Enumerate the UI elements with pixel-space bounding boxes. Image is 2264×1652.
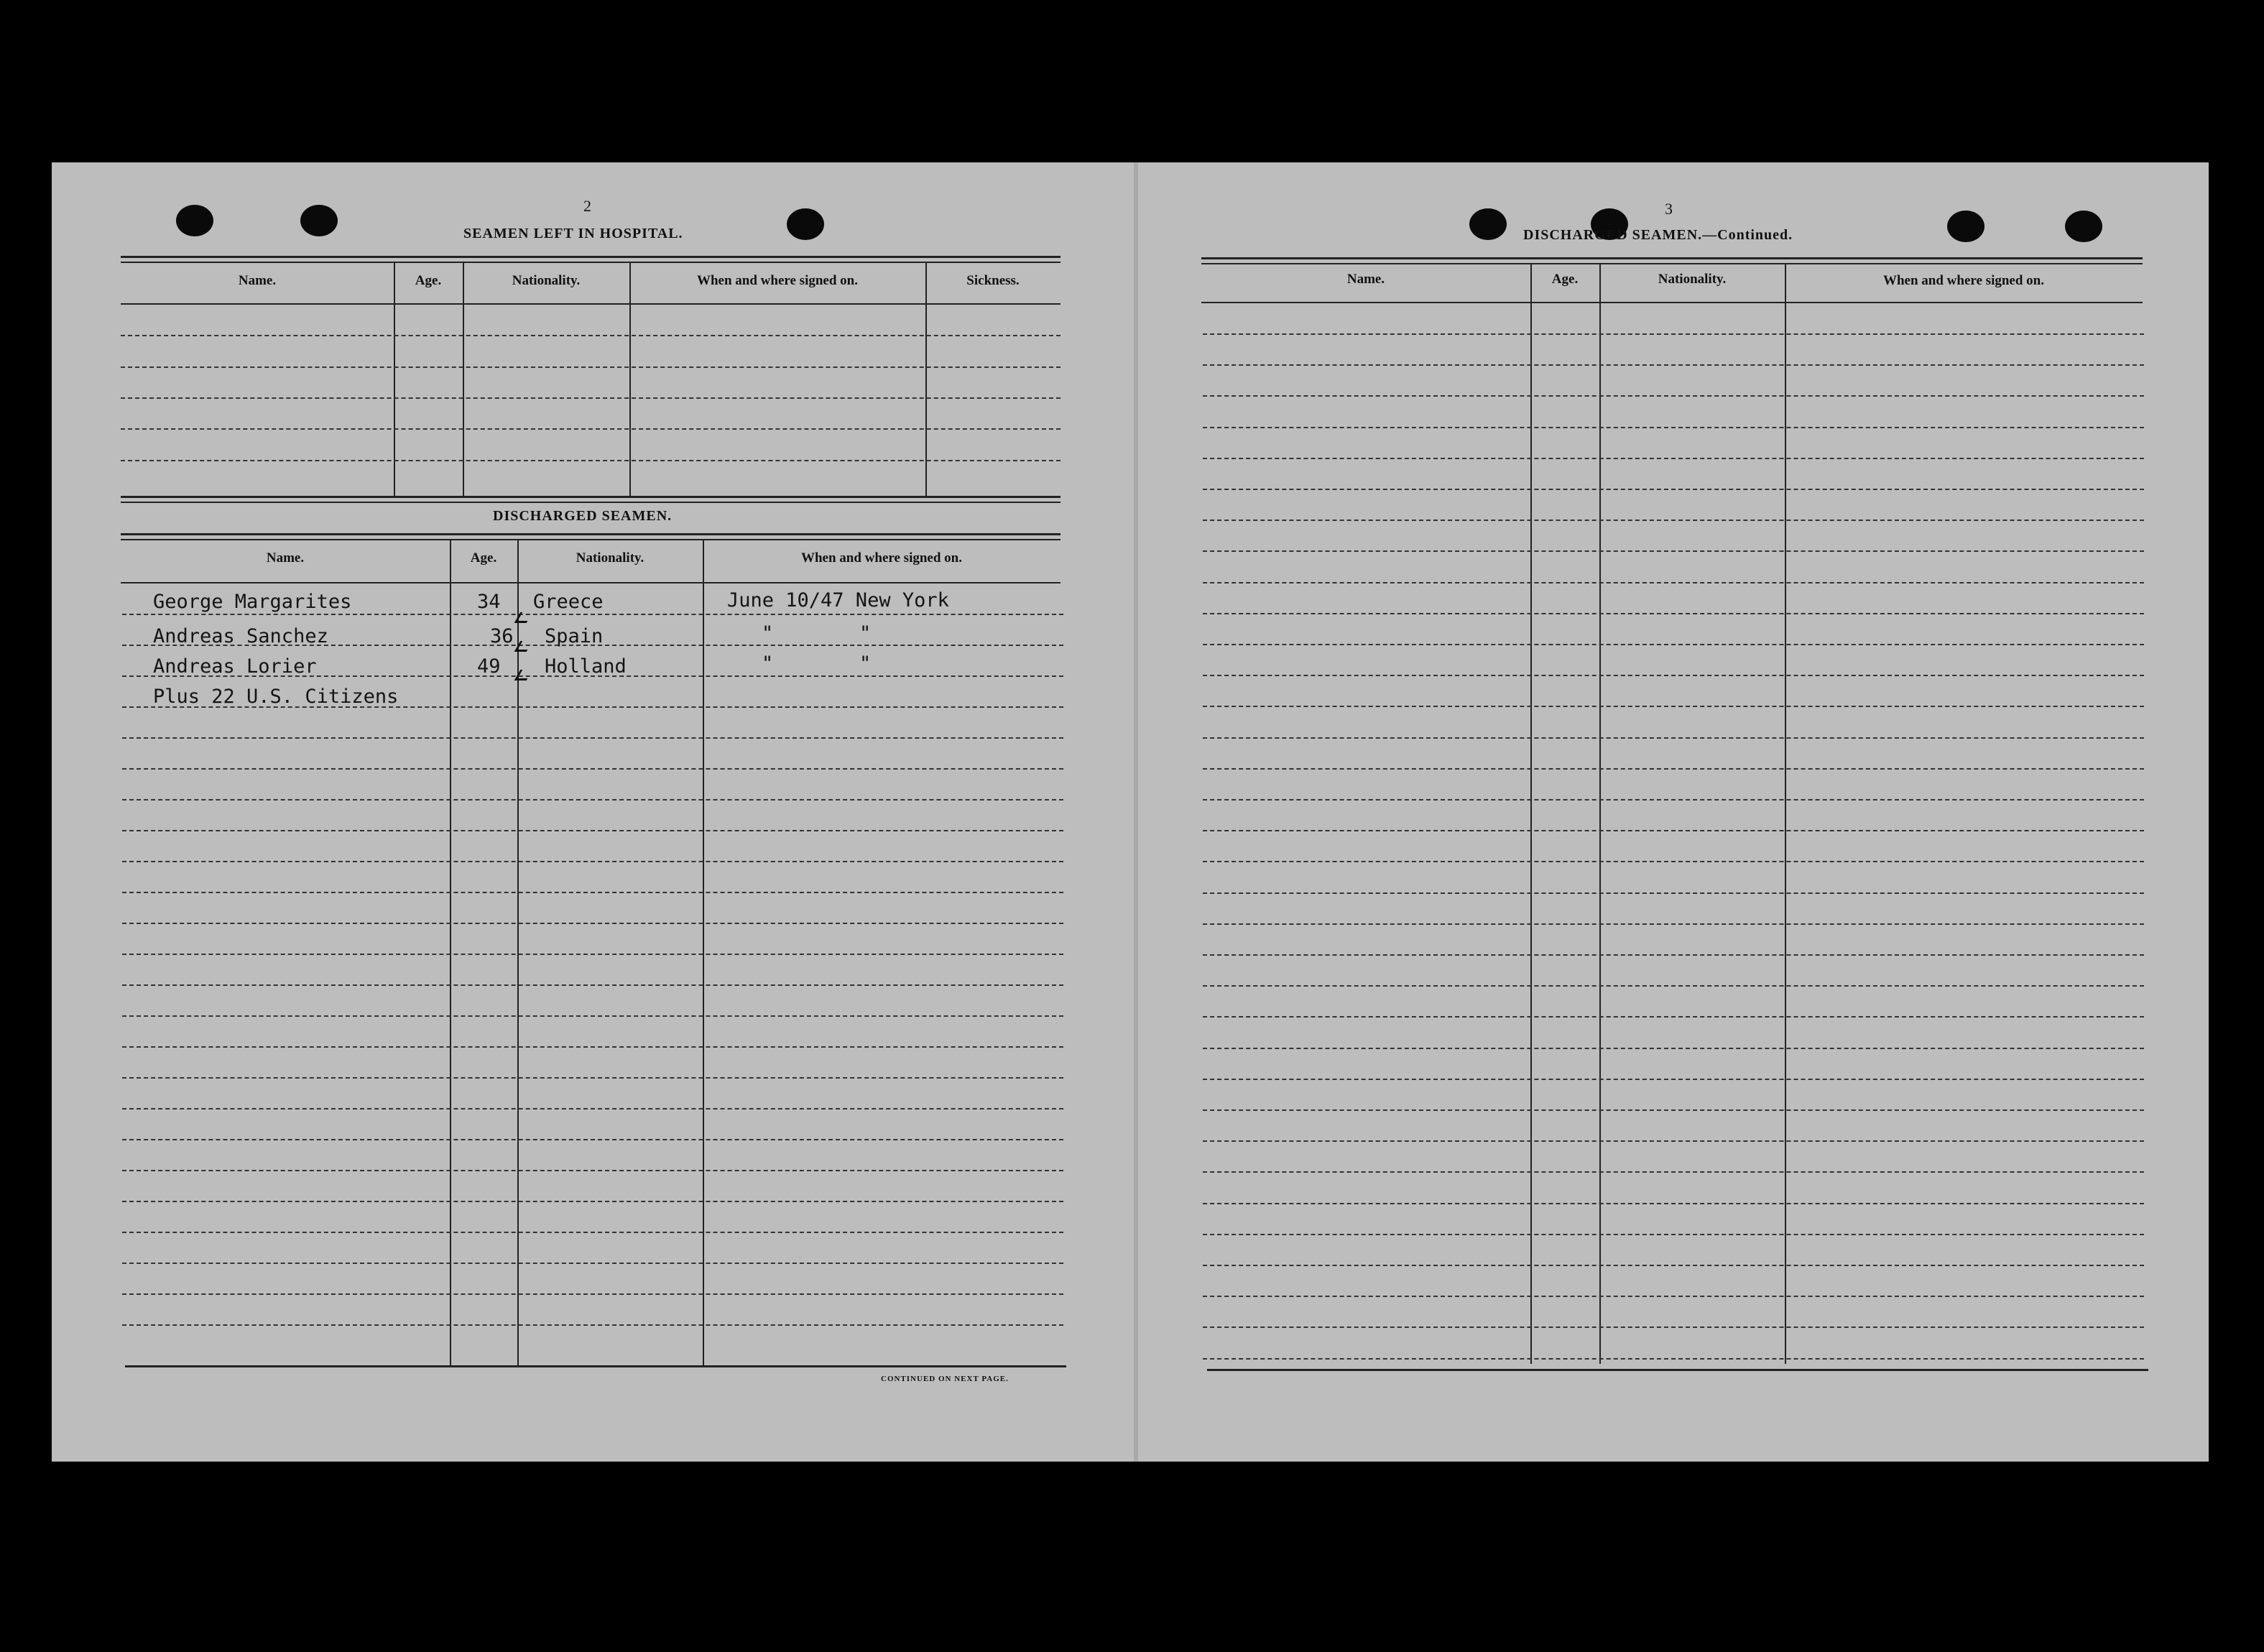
entry-age: 49 xyxy=(477,655,501,678)
column-divider xyxy=(1785,263,1786,1364)
entry-name: Andreas Lorier xyxy=(153,655,317,678)
entry-line xyxy=(1203,861,2144,862)
table-top-rule xyxy=(121,533,1061,535)
col-header-sickness: Sickness. xyxy=(966,273,1020,288)
entry-line xyxy=(1203,830,2144,831)
entry-line xyxy=(122,923,1063,924)
entry-line xyxy=(1203,706,2144,707)
entry-line xyxy=(122,861,1063,862)
col-header-name: Name. xyxy=(1346,272,1385,287)
header-rule xyxy=(121,303,1061,305)
entry-line xyxy=(122,1263,1063,1264)
col-header-signed-on: When and where signed on. xyxy=(800,550,962,566)
col-header-age: Age. xyxy=(1551,272,1579,287)
page-number-right: 3 xyxy=(1665,200,1673,218)
punch-hole xyxy=(1469,208,1507,240)
column-divider xyxy=(703,539,704,1365)
col-header-age: Age. xyxy=(415,273,442,288)
col-header-nationality: Nationality. xyxy=(512,273,581,288)
table-bottom-rule xyxy=(121,502,1061,503)
table-top-rule xyxy=(1201,263,2143,264)
entry-nationality: Holland xyxy=(545,655,627,678)
entry-line xyxy=(1203,799,2144,800)
column-divider xyxy=(517,539,519,1365)
entry-line xyxy=(1203,364,2144,366)
ditto-mark: " xyxy=(859,652,872,675)
entry-line xyxy=(1203,613,2144,614)
entry-age: 34 xyxy=(477,591,501,613)
header-rule xyxy=(121,582,1061,583)
entry-age: 36 xyxy=(490,625,514,647)
right-section-title: DISCHARGED SEAMEN.—Continued. xyxy=(1523,227,1793,243)
entry-line xyxy=(122,1232,1063,1233)
column-divider xyxy=(1530,263,1532,1364)
entry-line xyxy=(121,397,1061,399)
entry-line xyxy=(1203,1326,2144,1328)
entry-line xyxy=(1203,489,2144,490)
header-rule xyxy=(1201,302,2143,303)
ditto-mark: " xyxy=(859,622,872,645)
entry-line xyxy=(122,984,1063,986)
entry-line xyxy=(1203,550,2144,552)
entry-line xyxy=(1203,892,2144,894)
table-bottom-rule xyxy=(1207,1369,2148,1371)
col-header-name: Name. xyxy=(238,273,277,288)
entry-line xyxy=(1203,458,2144,459)
entry-line xyxy=(1203,395,2144,397)
entry-line xyxy=(122,1139,1063,1140)
entry-name: Andreas Sanchez xyxy=(153,625,328,647)
entry-line xyxy=(1203,1016,2144,1017)
entry-line xyxy=(122,1077,1063,1079)
col-header-nationality: Nationality. xyxy=(1658,272,1727,287)
entry-line xyxy=(1203,644,2144,645)
punch-hole xyxy=(176,205,213,236)
entry-line xyxy=(122,1046,1063,1048)
entry-line xyxy=(122,737,1063,739)
col-header-age: Age. xyxy=(470,550,497,566)
hospital-section-title: SEAMEN LEFT IN HOSPITAL. xyxy=(463,226,683,241)
col-header-signed-on: When and where signed on. xyxy=(1882,273,2044,288)
entry-line xyxy=(122,1324,1063,1326)
table-top-rule xyxy=(121,256,1061,258)
ditto-mark: " xyxy=(762,652,774,675)
entry-line xyxy=(122,1201,1063,1202)
entry-line xyxy=(1203,675,2144,676)
entry-line xyxy=(121,428,1061,430)
entry-line xyxy=(121,366,1061,368)
punch-hole xyxy=(787,208,824,240)
entry-name: George Margarites xyxy=(153,591,352,613)
entry-line xyxy=(122,768,1063,770)
entry-line xyxy=(122,1015,1063,1017)
entry-line xyxy=(1203,427,2144,428)
table-bottom-rule xyxy=(121,496,1061,498)
column-divider xyxy=(1599,263,1601,1364)
entry-line xyxy=(121,335,1061,336)
entry-line xyxy=(1203,1203,2144,1204)
entry-line xyxy=(122,799,1063,800)
entry-line xyxy=(1203,1079,2144,1080)
punch-hole xyxy=(300,205,338,236)
entry-line xyxy=(1203,954,2144,956)
entry-line xyxy=(122,954,1063,955)
entry-nationality: Spain xyxy=(545,625,604,647)
entry-line xyxy=(1203,582,2144,583)
entry-line xyxy=(1203,1234,2144,1235)
col-header-nationality: Nationality. xyxy=(576,550,644,566)
entry-line xyxy=(1203,985,2144,987)
table-top-rule xyxy=(121,539,1061,540)
table-top-rule xyxy=(121,262,1061,263)
entry-line xyxy=(1203,1171,2144,1173)
entry-line xyxy=(1203,1140,2144,1142)
col-header-signed-on: When and where signed on. xyxy=(696,273,858,288)
entry-signed-on: June 10/47 New York xyxy=(727,589,949,612)
column-divider xyxy=(450,539,451,1365)
punch-hole xyxy=(2065,211,2102,242)
entry-line xyxy=(1203,1296,2144,1297)
col-header-name: Name. xyxy=(266,550,305,566)
ditto-mark: " xyxy=(762,622,774,645)
entry-line xyxy=(1203,520,2144,521)
entry-line xyxy=(121,460,1061,461)
entry-line xyxy=(122,614,1063,615)
entry-line xyxy=(1203,923,2144,925)
entry-line xyxy=(1203,768,2144,770)
entry-line xyxy=(1203,1109,2144,1111)
entry-line xyxy=(1203,1358,2144,1360)
page-fold xyxy=(1134,162,1138,1462)
punch-hole xyxy=(1947,211,1985,242)
entry-name: Plus 22 U.S. Citizens xyxy=(153,686,399,708)
entry-line xyxy=(1203,333,2144,335)
entry-line xyxy=(122,830,1063,831)
document-sheet xyxy=(52,162,2209,1462)
discharged-section-title: DISCHARGED SEAMEN. xyxy=(493,508,673,524)
entry-line xyxy=(122,1108,1063,1109)
entry-line xyxy=(1203,1265,2144,1266)
entry-nationality: Greece xyxy=(533,591,604,613)
entry-line xyxy=(122,1293,1063,1295)
continued-footer: CONTINUED ON NEXT PAGE. xyxy=(881,1375,1009,1383)
entry-line xyxy=(122,1170,1063,1171)
entry-line xyxy=(1203,1048,2144,1049)
entry-line xyxy=(122,892,1063,893)
page-number-left: 2 xyxy=(583,197,591,215)
table-top-rule xyxy=(1201,257,2143,259)
table-bottom-rule xyxy=(125,1365,1066,1367)
entry-line xyxy=(1203,737,2144,739)
